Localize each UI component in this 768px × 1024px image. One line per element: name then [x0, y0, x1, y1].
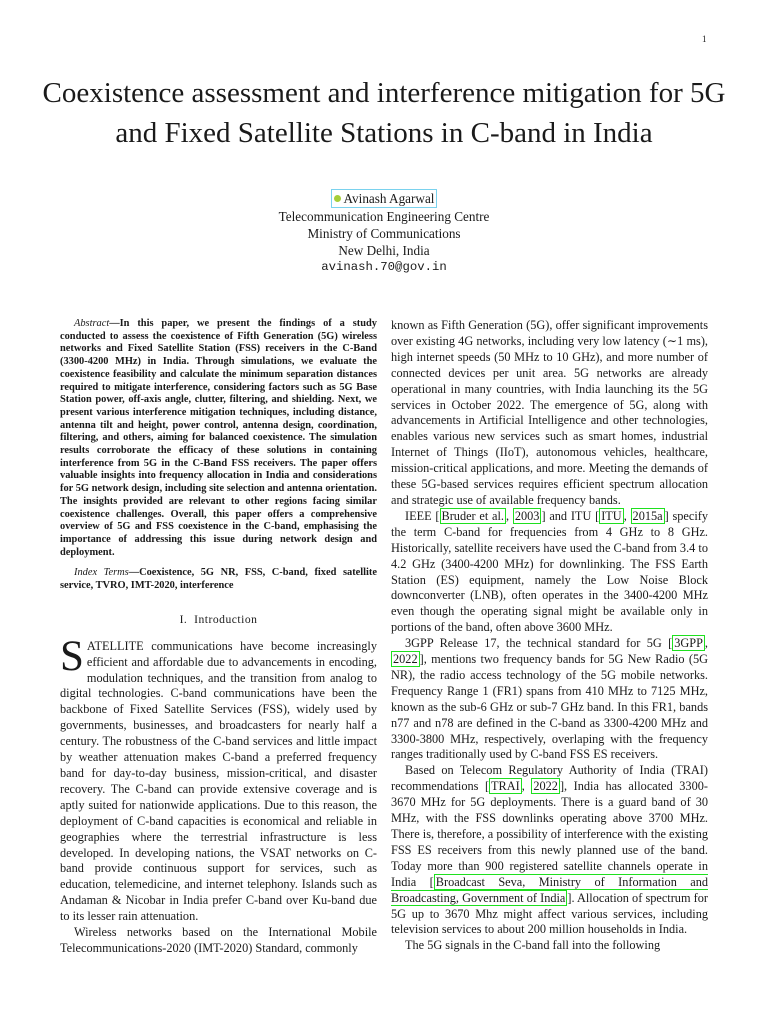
- right-paragraph-2: [391, 509, 708, 636]
- section-heading: [60, 613, 377, 627]
- citation-link[interactable]: 2022: [533, 779, 558, 794]
- abstract-label: Abstract: [74, 318, 110, 329]
- citation-link[interactable]: ITU: [601, 508, 622, 523]
- index-terms-text: Coexistence, 5G NR, FSS, C-band, fixed satellite service, TVRO, IMT-2020, interference: [60, 567, 377, 592]
- right-column: [391, 318, 708, 954]
- citation-link[interactable]: 2003: [514, 508, 540, 523]
- text-run: ], mentions two frequency bands for 5G New Radio (5G NR), the radio access technology of the 5G mobile networks. Frequency Range 1 (FR1) spans from 410 MHz to 7125 MHz, known as the sub-6 GHz or sub-7 GHz band. In this FR1, bands n77 and n78 are defined in the C-band as 3300-4200 MHz and 3300-3800 MHz, respectively, overlaping with the frequency ranges traditionally used by C-band FSS ES receivers.: [391, 652, 708, 762]
- page-number: 1: [702, 34, 707, 44]
- author-block: [184, 189, 584, 276]
- intro-paragraph-1-text: ATELLITE communications have become increasingly efficient and affordable due to advancements in encoding, modulation techniques, and the transition from analog to digital technologies. C-band communications have been the backbone of Fixed Satellite Services (FSS), widely used by governments, businesses, and broadcasters for nearly half a century. The robustness of the C-band services and little impact by weather attenuation makes C-band a preferred frequency band for day-to-day business, mission-critical, and disaster recovery. The C-band can provide extensive coverage and is aptly suited for nationwide applications. Due to this reason, the deployment of C-band capacities is economical and reliable in geographies where the terrestrial infrastructure is less developed. In developing nations, the VSAT networks on C-band provide continuous support for services, such as education, telemedicine, and internet telephony. Islands such as Andaman & Nicobar in India prefer C-band over Ku-band due to its lesser rain attenuation.: [60, 638, 377, 924]
- drop-cap: S: [60, 632, 84, 680]
- section-numeral: I.: [179, 612, 188, 626]
- index-terms: [60, 567, 377, 592]
- index-terms-label: Index Terms: [74, 567, 129, 579]
- right-paragraph-5: The 5G signals in the C-band fall into the following: [405, 938, 661, 953]
- orcid-icon: [334, 195, 341, 202]
- text-run: ]. Allocation of spectrum for 5G up to 3670 Mhz might affect various services, including television services to about 200 million households in India.: [391, 890, 709, 937]
- affiliation-line: Telecommunication Engineering Centre: [278, 209, 490, 224]
- text-run: ,: [506, 508, 513, 523]
- citation-link[interactable]: Broadcast Seva, Ministry of Information and Broadcasting, Government of India: [391, 874, 708, 905]
- affiliation-line: New Delhi, India: [338, 243, 430, 258]
- text-run: ] and ITU [: [541, 508, 600, 523]
- right-paragraph-1: known as Fifth Generation (5G), offer significant improvements over existing 4G networks, including very low latency (∼1 ms), high internet speeds (50 MHz to 10 GHz), and more number of connected devices per unit area. 5G networks are already operational in many countries, with India launching its the 5G services in October 2022. The emergence of 5G, along with advancements in Artificial Intelligence and other technologies, enables various new services such as smart homes, industrial Internet of Things (IIoT), autonomous vehicles, healthcare, mission-critical applications, and more. Meeting the demands of these 5G-based services requires efficient spectrum allocation and strategic use of available frequency bands.: [391, 318, 708, 507]
- text-run: ,: [704, 636, 708, 651]
- text-run: ,: [623, 508, 631, 523]
- text-run: Based on Telecom Regulatory Authority of India (TRAI) recommendations [: [391, 763, 708, 794]
- index-terms-dash: —: [128, 567, 140, 579]
- text-run: IEEE [: [405, 508, 440, 523]
- intro-paragraph-2: Wireless networks based on the International Mobile Telecommunications-2020 (IMT-2020) Standard, commonly: [60, 925, 377, 955]
- citation-link[interactable]: 2015a: [632, 508, 663, 523]
- left-column: [60, 318, 377, 957]
- author-email: avinash.70@gov.in: [321, 260, 447, 274]
- citation-link[interactable]: 3GPP: [674, 636, 703, 651]
- abstract-dash: —: [109, 318, 120, 329]
- right-paragraph-3: [391, 636, 708, 763]
- citation-link[interactable]: 2022: [393, 652, 418, 667]
- citation-link[interactable]: TRAI: [491, 779, 520, 794]
- citation-link[interactable]: Bruder et al.: [441, 508, 505, 523]
- text-run: ] specify the term C-band for frequencies from 4 GHz to 8 GHz. Historically, satellite receivers have used the C-band from 3.4 to 4.2 GHz (3400-4200 MHz) for downlinking. The FSS Earth Station (ES) equipment, namely the Low Noise Block downconverter (LNB), often operates in the 3400-4200 MHz even though the operating signal might be available only in portions of the band, often above 3600 MHz.: [391, 508, 708, 635]
- text-run: ], India has allocated 3300-3670 MHz for 5G deployments. There is a guard band of 30 MHz, with the FSS downlinks operating above 3700 MHz. There is, therefore, a possibility of interference with the existing FSS ES receivers from this newly planned use of the band. Today more than 900 registered satellite channels operate in India [: [391, 779, 708, 889]
- author-line: [184, 189, 584, 208]
- author-name: Avinash Agarwal: [343, 191, 435, 206]
- section-title: Introduction: [194, 612, 258, 626]
- author-link[interactable]: [331, 189, 438, 208]
- text-run: ,: [521, 779, 532, 794]
- affiliation-line: Ministry of Communications: [307, 226, 461, 241]
- intro-paragraph-1: [60, 632, 377, 925]
- paper-title: Coexistence assessment and interference mitigation for 5G and Fixed Satellite Stations in C-band in India: [42, 77, 726, 149]
- abstract-text: In this paper, we present the findings of a study conducted to assess the coexistence of Fifth Generation (5G) wireless networks and Fixed Satellite Station (FSS) receivers in the C-Band (3300-4200 MHz) in India. Through simulations, we evaluate the coexistence feasibility and calculate the minimum separation distances required to mitigate interference, considering factors such as 5G Base Station power, off-axis angle, clutter, filtering, and shielding. Next, we present various interference mitigation techniques, including distance, antenna tilt and height, power control, antenna design, coordination, filtering, and others, aiming for balanced coexistence. The simulation results corroborate the efficacy of these solutions in containing interference from 5G in the C-Band FSS receivers. The paper offers valuable insights into frequency allocation in India and considerations for 5G network design, including site selection and antenna orientation. The insights provided are relevant to other regions facing similar coexistence challenges. Overall, this paper offers a comprehensive overview of 5G and FSS coexistence in the C-band, emphasising the importance of addressing this issue during network design and deployment.: [60, 318, 377, 558]
- right-paragraph-4: [391, 763, 708, 938]
- abstract: [60, 318, 377, 559]
- text-run: 3GPP Release 17, the technical standard for 5G [: [405, 636, 673, 651]
